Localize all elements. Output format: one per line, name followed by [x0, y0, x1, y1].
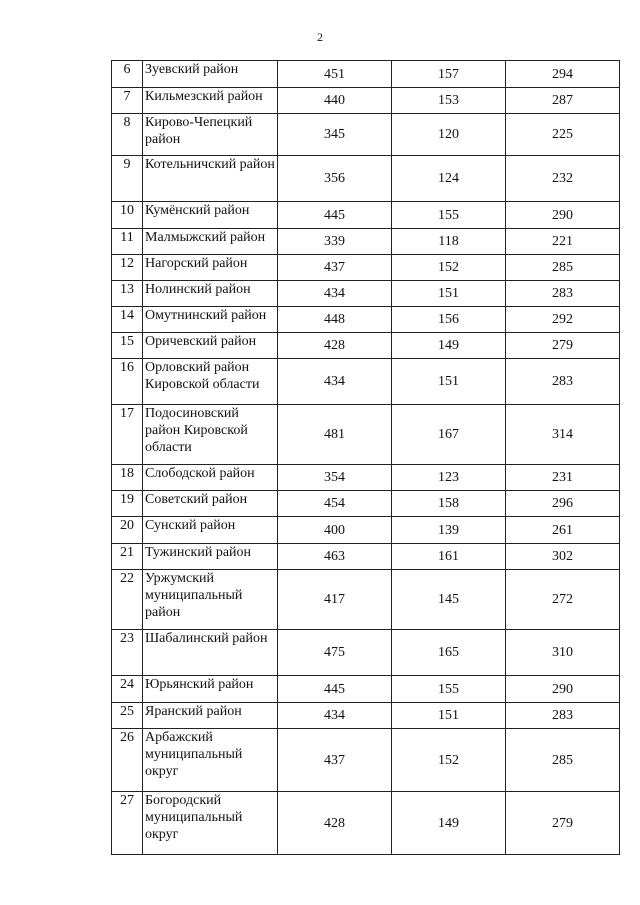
value-col-3: 279	[506, 333, 620, 359]
table-row	[112, 517, 620, 544]
value-col-3: 232	[506, 156, 620, 202]
table-row	[112, 359, 620, 405]
value-col-1: 400	[278, 517, 392, 544]
district-name: Котельничский район	[143, 156, 278, 202]
table-row	[112, 156, 620, 202]
row-number: 27	[112, 792, 143, 855]
district-name: Кильмезский район	[143, 88, 278, 114]
value-col-2: 155	[392, 676, 506, 703]
value-col-2: 151	[392, 703, 506, 729]
value-col-2: 145	[392, 570, 506, 630]
value-col-2: 120	[392, 114, 506, 156]
value-col-2: 161	[392, 544, 506, 570]
value-col-1: 440	[278, 88, 392, 114]
value-col-1: 434	[278, 703, 392, 729]
value-col-2: 151	[392, 281, 506, 307]
district-name: Шабалинский район	[143, 630, 278, 676]
district-name: Арбажский муниципальный округ	[143, 729, 278, 792]
value-col-2: 124	[392, 156, 506, 202]
district-name: Омутнинский район	[143, 307, 278, 333]
district-name: Уржумский муниципальный район	[143, 570, 278, 630]
row-number: 19	[112, 491, 143, 517]
row-number: 15	[112, 333, 143, 359]
district-name: Богородский муниципальный округ	[143, 792, 278, 855]
row-number: 24	[112, 676, 143, 703]
row-number: 6	[112, 61, 143, 88]
value-col-1: 481	[278, 405, 392, 465]
row-number: 23	[112, 630, 143, 676]
value-col-3: 283	[506, 703, 620, 729]
table-row	[112, 202, 620, 229]
row-number: 14	[112, 307, 143, 333]
value-col-3: 283	[506, 359, 620, 405]
value-col-2: 152	[392, 729, 506, 792]
value-col-1: 437	[278, 255, 392, 281]
row-number: 10	[112, 202, 143, 229]
value-col-3: 231	[506, 465, 620, 491]
table-row	[112, 333, 620, 359]
table-row	[112, 255, 620, 281]
district-name: Малмыжский район	[143, 229, 278, 255]
table-row	[112, 229, 620, 255]
value-col-2: 151	[392, 359, 506, 405]
value-col-3: 292	[506, 307, 620, 333]
table-row	[112, 61, 620, 88]
row-number: 8	[112, 114, 143, 156]
row-number: 22	[112, 570, 143, 630]
value-col-1: 417	[278, 570, 392, 630]
value-col-1: 445	[278, 676, 392, 703]
value-col-2: 152	[392, 255, 506, 281]
value-col-1: 354	[278, 465, 392, 491]
value-col-1: 434	[278, 281, 392, 307]
value-col-2: 123	[392, 465, 506, 491]
table-row	[112, 405, 620, 465]
row-number: 17	[112, 405, 143, 465]
district-name: Сунский район	[143, 517, 278, 544]
row-number: 26	[112, 729, 143, 792]
district-name: Кумёнский район	[143, 202, 278, 229]
value-col-3: 294	[506, 61, 620, 88]
district-name: Яранский район	[143, 703, 278, 729]
table-row	[112, 114, 620, 156]
district-name: Нагорский район	[143, 255, 278, 281]
value-col-1: 428	[278, 792, 392, 855]
value-col-2: 149	[392, 333, 506, 359]
table-row	[112, 88, 620, 114]
value-col-1: 445	[278, 202, 392, 229]
district-name: Зуевский район	[143, 61, 278, 88]
value-col-1: 434	[278, 359, 392, 405]
data-table	[111, 60, 620, 855]
table-row	[112, 630, 620, 676]
row-number: 18	[112, 465, 143, 491]
district-name: Советский район	[143, 491, 278, 517]
row-number: 25	[112, 703, 143, 729]
table-row	[112, 307, 620, 333]
table-row	[112, 544, 620, 570]
value-col-2: 165	[392, 630, 506, 676]
row-number: 12	[112, 255, 143, 281]
row-number: 20	[112, 517, 143, 544]
table-row	[112, 491, 620, 517]
table-row	[112, 281, 620, 307]
value-col-3: 285	[506, 729, 620, 792]
value-col-1: 356	[278, 156, 392, 202]
table-row	[112, 703, 620, 729]
district-name: Кирово-Чепецкий район	[143, 114, 278, 156]
value-col-2: 155	[392, 202, 506, 229]
row-number: 21	[112, 544, 143, 570]
value-col-1: 448	[278, 307, 392, 333]
value-col-1: 339	[278, 229, 392, 255]
value-col-3: 290	[506, 202, 620, 229]
district-name: Оричевский район	[143, 333, 278, 359]
value-col-3: 285	[506, 255, 620, 281]
value-col-3: 290	[506, 676, 620, 703]
value-col-3: 272	[506, 570, 620, 630]
value-col-2: 139	[392, 517, 506, 544]
value-col-2: 158	[392, 491, 506, 517]
value-col-3: 221	[506, 229, 620, 255]
value-col-3: 283	[506, 281, 620, 307]
district-name: Нолинский район	[143, 281, 278, 307]
row-number: 13	[112, 281, 143, 307]
district-name: Орловский район Кировской области	[143, 359, 278, 405]
value-col-3: 279	[506, 792, 620, 855]
row-number: 7	[112, 88, 143, 114]
row-number: 9	[112, 156, 143, 202]
district-name: Слободской район	[143, 465, 278, 491]
page-number: 2	[317, 30, 323, 44]
table-row	[112, 729, 620, 792]
value-col-3: 302	[506, 544, 620, 570]
value-col-1: 428	[278, 333, 392, 359]
value-col-3: 296	[506, 491, 620, 517]
value-col-2: 149	[392, 792, 506, 855]
value-col-3: 310	[506, 630, 620, 676]
district-name: Подосиновский район Кировской области	[143, 405, 278, 465]
value-col-2: 118	[392, 229, 506, 255]
value-col-1: 437	[278, 729, 392, 792]
row-number: 16	[112, 359, 143, 405]
value-col-2: 153	[392, 88, 506, 114]
table-row	[112, 465, 620, 491]
value-col-2: 167	[392, 405, 506, 465]
value-col-1: 451	[278, 61, 392, 88]
row-number: 11	[112, 229, 143, 255]
district-name: Юрьянский район	[143, 676, 278, 703]
value-col-1: 345	[278, 114, 392, 156]
value-col-3: 287	[506, 88, 620, 114]
value-col-1: 454	[278, 491, 392, 517]
district-name: Тужинский район	[143, 544, 278, 570]
value-col-1: 475	[278, 630, 392, 676]
value-col-2: 156	[392, 307, 506, 333]
table-row	[112, 792, 620, 855]
value-col-3: 261	[506, 517, 620, 544]
value-col-3: 225	[506, 114, 620, 156]
value-col-2: 157	[392, 61, 506, 88]
table-row	[112, 676, 620, 703]
table-row	[112, 570, 620, 630]
value-col-1: 463	[278, 544, 392, 570]
value-col-3: 314	[506, 405, 620, 465]
